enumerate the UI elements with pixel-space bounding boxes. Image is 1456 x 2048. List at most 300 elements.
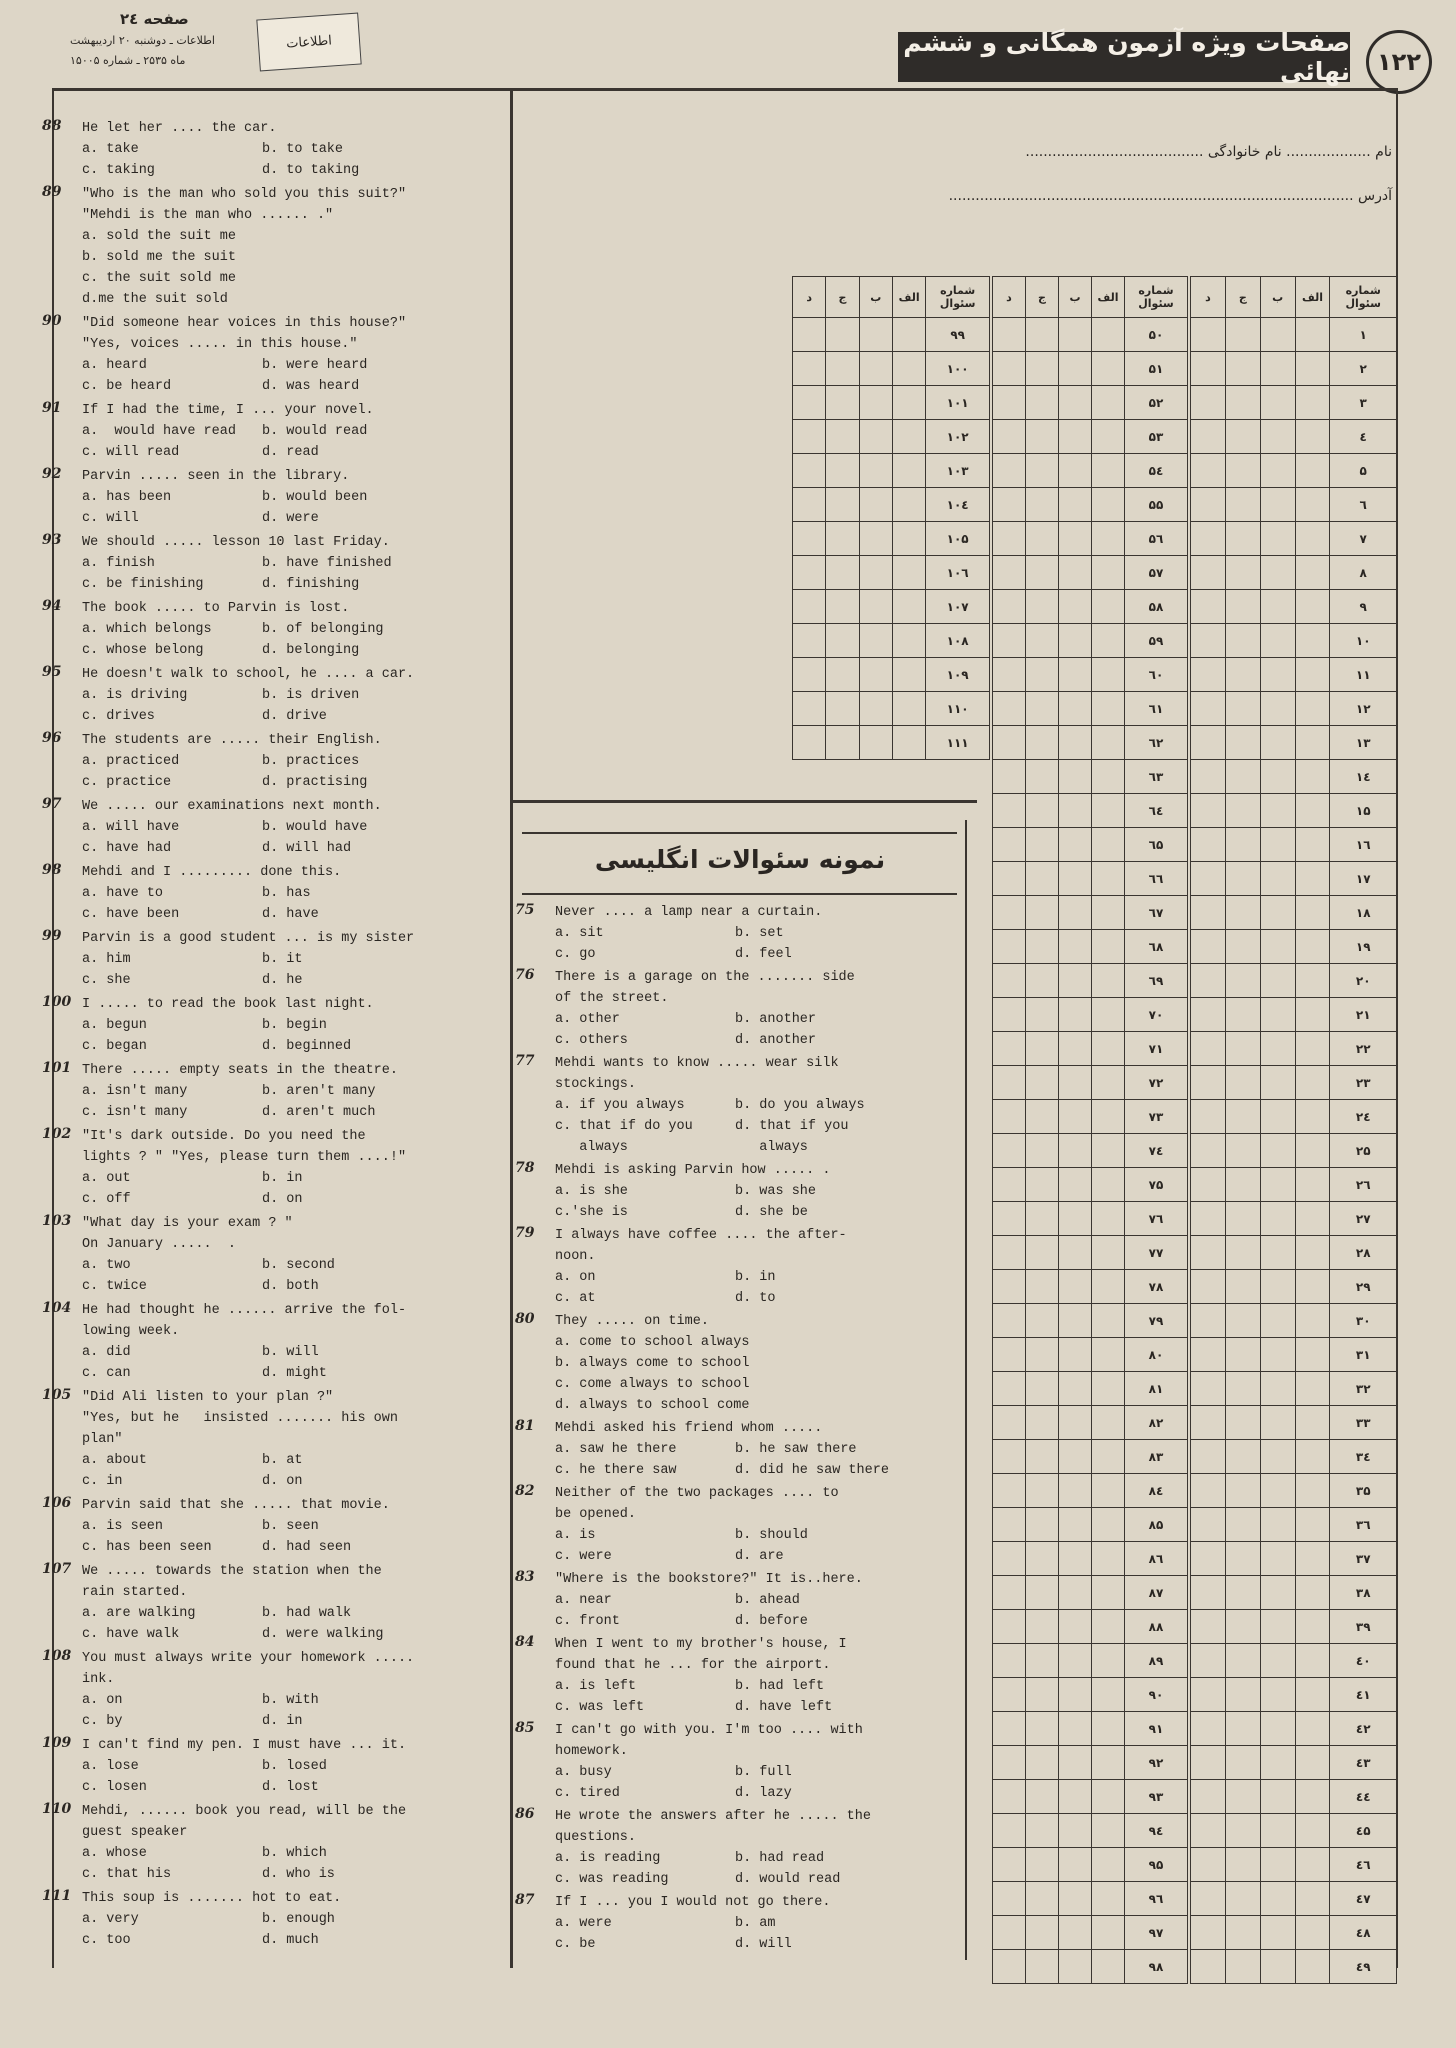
address-field[interactable] — [949, 188, 1392, 204]
answer-box-b[interactable] — [1059, 1168, 1092, 1202]
answer-box-d[interactable] — [993, 1474, 1026, 1508]
answer-box-b[interactable] — [1260, 1270, 1295, 1304]
answer-box-c[interactable] — [1225, 1746, 1260, 1780]
answer-box-c[interactable] — [826, 488, 859, 522]
answer-box-d[interactable] — [993, 726, 1026, 760]
answer-box-b[interactable] — [1059, 930, 1092, 964]
answer-box-d[interactable] — [1191, 1712, 1226, 1746]
answer-box-b[interactable] — [1059, 318, 1092, 352]
answer-box-d[interactable] — [993, 1576, 1026, 1610]
answer-box-c[interactable] — [1026, 1270, 1059, 1304]
answer-box-b[interactable] — [1059, 760, 1092, 794]
answer-box-b[interactable] — [1059, 1576, 1092, 1610]
answer-box-a[interactable] — [1295, 556, 1330, 590]
answer-box-b[interactable] — [1059, 1236, 1092, 1270]
answer-box-b[interactable] — [1059, 1100, 1092, 1134]
answer-box-b[interactable] — [859, 386, 892, 420]
answer-box-c[interactable] — [1026, 1848, 1059, 1882]
answer-box-d[interactable] — [1191, 1168, 1226, 1202]
answer-box-a[interactable] — [1295, 1746, 1330, 1780]
answer-box-a[interactable] — [1092, 454, 1125, 488]
answer-box-d[interactable] — [993, 1236, 1026, 1270]
answer-box-a[interactable] — [1295, 488, 1330, 522]
answer-box-b[interactable] — [1260, 964, 1295, 998]
answer-box-b[interactable] — [1059, 998, 1092, 1032]
answer-box-a[interactable] — [1092, 930, 1125, 964]
answer-box-b[interactable] — [1260, 1882, 1295, 1916]
answer-box-c[interactable] — [1225, 352, 1260, 386]
answer-box-d[interactable] — [1191, 964, 1226, 998]
answer-box-d[interactable] — [1191, 1848, 1226, 1882]
answer-box-a[interactable] — [1092, 1678, 1125, 1712]
answer-box-a[interactable] — [1295, 1814, 1330, 1848]
answer-box-a[interactable] — [1295, 1202, 1330, 1236]
answer-box-a[interactable] — [1295, 1950, 1330, 1984]
answer-box-d[interactable] — [1191, 488, 1226, 522]
answer-box-a[interactable] — [1092, 794, 1125, 828]
answer-box-b[interactable] — [1059, 794, 1092, 828]
answer-box-b[interactable] — [859, 420, 892, 454]
answer-box-b[interactable] — [1260, 624, 1295, 658]
answer-box-d[interactable] — [993, 896, 1026, 930]
answer-box-d[interactable] — [1191, 692, 1226, 726]
answer-box-a[interactable] — [1092, 624, 1125, 658]
answer-box-a[interactable] — [1295, 794, 1330, 828]
answer-box-c[interactable] — [1026, 828, 1059, 862]
answer-box-a[interactable] — [892, 726, 925, 760]
answer-box-c[interactable] — [1026, 624, 1059, 658]
answer-box-a[interactable] — [892, 692, 925, 726]
answer-box-b[interactable] — [859, 692, 892, 726]
answer-box-b[interactable] — [1260, 1168, 1295, 1202]
answer-box-d[interactable] — [793, 318, 826, 352]
answer-box-b[interactable] — [1059, 862, 1092, 896]
answer-box-d[interactable] — [1191, 1814, 1226, 1848]
answer-box-d[interactable] — [993, 1066, 1026, 1100]
answer-box-d[interactable] — [1191, 624, 1226, 658]
answer-box-a[interactable] — [1295, 1304, 1330, 1338]
answer-box-a[interactable] — [1092, 1950, 1125, 1984]
answer-box-a[interactable] — [1295, 1712, 1330, 1746]
answer-box-a[interactable] — [1295, 930, 1330, 964]
answer-box-d[interactable] — [1191, 1644, 1226, 1678]
answer-box-b[interactable] — [859, 624, 892, 658]
answer-box-b[interactable] — [1059, 1814, 1092, 1848]
answer-box-c[interactable] — [1225, 862, 1260, 896]
answer-box-b[interactable] — [1059, 1780, 1092, 1814]
answer-box-c[interactable] — [1225, 1168, 1260, 1202]
answer-box-c[interactable] — [1026, 420, 1059, 454]
answer-box-b[interactable] — [1260, 1134, 1295, 1168]
answer-box-b[interactable] — [1260, 1032, 1295, 1066]
answer-box-a[interactable] — [1092, 896, 1125, 930]
answer-box-d[interactable] — [793, 556, 826, 590]
answer-box-b[interactable] — [1260, 1508, 1295, 1542]
answer-box-c[interactable] — [1026, 998, 1059, 1032]
answer-box-c[interactable] — [1225, 998, 1260, 1032]
answer-box-d[interactable] — [1191, 386, 1226, 420]
answer-box-c[interactable] — [1026, 590, 1059, 624]
answer-box-a[interactable] — [1092, 760, 1125, 794]
answer-box-d[interactable] — [993, 1712, 1026, 1746]
answer-box-b[interactable] — [1059, 828, 1092, 862]
answer-box-a[interactable] — [1295, 828, 1330, 862]
answer-box-d[interactable] — [993, 1032, 1026, 1066]
answer-box-b[interactable] — [1260, 1848, 1295, 1882]
answer-box-a[interactable] — [1295, 1372, 1330, 1406]
answer-box-c[interactable] — [1026, 1678, 1059, 1712]
answer-box-b[interactable] — [859, 726, 892, 760]
answer-box-d[interactable] — [993, 624, 1026, 658]
answer-box-c[interactable] — [826, 420, 859, 454]
answer-box-c[interactable] — [1026, 1372, 1059, 1406]
name-field[interactable] — [1025, 144, 1392, 160]
answer-box-d[interactable] — [1191, 658, 1226, 692]
answer-box-a[interactable] — [1092, 1134, 1125, 1168]
answer-box-b[interactable] — [1260, 1304, 1295, 1338]
answer-box-c[interactable] — [1026, 1168, 1059, 1202]
answer-box-b[interactable] — [1260, 1950, 1295, 1984]
answer-box-d[interactable] — [993, 318, 1026, 352]
answer-box-c[interactable] — [1026, 1542, 1059, 1576]
answer-box-d[interactable] — [993, 1644, 1026, 1678]
answer-box-d[interactable] — [993, 1270, 1026, 1304]
answer-box-d[interactable] — [1191, 1372, 1226, 1406]
answer-box-b[interactable] — [1059, 1712, 1092, 1746]
answer-box-d[interactable] — [1191, 1542, 1226, 1576]
answer-box-a[interactable] — [1092, 1610, 1125, 1644]
answer-box-a[interactable] — [1092, 1100, 1125, 1134]
answer-box-a[interactable] — [1295, 1542, 1330, 1576]
answer-box-b[interactable] — [1260, 862, 1295, 896]
answer-box-b[interactable] — [1260, 896, 1295, 930]
answer-box-a[interactable] — [1092, 1644, 1125, 1678]
answer-box-a[interactable] — [1092, 352, 1125, 386]
answer-box-c[interactable] — [826, 318, 859, 352]
answer-box-c[interactable] — [1225, 1780, 1260, 1814]
answer-box-d[interactable] — [1191, 1916, 1226, 1950]
answer-box-c[interactable] — [1225, 1882, 1260, 1916]
answer-box-c[interactable] — [826, 624, 859, 658]
answer-box-b[interactable] — [1260, 1746, 1295, 1780]
answer-box-b[interactable] — [1059, 352, 1092, 386]
answer-box-b[interactable] — [1260, 590, 1295, 624]
answer-box-a[interactable] — [1092, 726, 1125, 760]
answer-box-a[interactable] — [892, 386, 925, 420]
answer-box-d[interactable] — [1191, 590, 1226, 624]
answer-box-b[interactable] — [1059, 1134, 1092, 1168]
answer-box-c[interactable] — [1225, 1134, 1260, 1168]
answer-box-b[interactable] — [1260, 1712, 1295, 1746]
answer-box-c[interactable] — [826, 522, 859, 556]
answer-box-b[interactable] — [1260, 386, 1295, 420]
answer-box-c[interactable] — [1026, 386, 1059, 420]
answer-box-d[interactable] — [993, 1814, 1026, 1848]
answer-box-b[interactable] — [1260, 1202, 1295, 1236]
answer-box-c[interactable] — [1026, 1746, 1059, 1780]
answer-box-a[interactable] — [892, 352, 925, 386]
answer-box-c[interactable] — [1225, 1610, 1260, 1644]
answer-box-d[interactable] — [1191, 1746, 1226, 1780]
answer-box-c[interactable] — [1225, 1066, 1260, 1100]
answer-box-a[interactable] — [1295, 1916, 1330, 1950]
answer-box-b[interactable] — [1260, 1610, 1295, 1644]
answer-box-b[interactable] — [1059, 1610, 1092, 1644]
answer-box-d[interactable] — [1191, 1678, 1226, 1712]
answer-box-c[interactable] — [1225, 1678, 1260, 1712]
answer-box-b[interactable] — [859, 658, 892, 692]
answer-box-d[interactable] — [993, 1508, 1026, 1542]
answer-box-a[interactable] — [1295, 318, 1330, 352]
answer-box-a[interactable] — [1092, 1270, 1125, 1304]
answer-box-b[interactable] — [1059, 1066, 1092, 1100]
answer-box-a[interactable] — [1092, 1848, 1125, 1882]
answer-box-a[interactable] — [1295, 692, 1330, 726]
answer-box-a[interactable] — [1295, 998, 1330, 1032]
answer-box-d[interactable] — [793, 386, 826, 420]
answer-box-b[interactable] — [1059, 1950, 1092, 1984]
answer-box-c[interactable] — [1225, 1270, 1260, 1304]
answer-box-a[interactable] — [1295, 1236, 1330, 1270]
answer-box-a[interactable] — [1295, 1270, 1330, 1304]
answer-box-c[interactable] — [826, 658, 859, 692]
answer-box-b[interactable] — [1260, 1814, 1295, 1848]
answer-box-b[interactable] — [1260, 1678, 1295, 1712]
answer-box-b[interactable] — [1059, 1644, 1092, 1678]
answer-box-c[interactable] — [1225, 760, 1260, 794]
answer-box-c[interactable] — [826, 386, 859, 420]
answer-box-c[interactable] — [1225, 828, 1260, 862]
answer-box-d[interactable] — [993, 1882, 1026, 1916]
answer-box-a[interactable] — [892, 454, 925, 488]
answer-box-c[interactable] — [1026, 556, 1059, 590]
answer-box-d[interactable] — [1191, 454, 1226, 488]
answer-box-d[interactable] — [993, 1202, 1026, 1236]
answer-box-c[interactable] — [1225, 1576, 1260, 1610]
answer-box-b[interactable] — [1059, 726, 1092, 760]
answer-box-b[interactable] — [1059, 1270, 1092, 1304]
answer-box-d[interactable] — [993, 1100, 1026, 1134]
answer-box-b[interactable] — [1059, 1304, 1092, 1338]
answer-box-d[interactable] — [993, 1610, 1026, 1644]
answer-box-a[interactable] — [1092, 1780, 1125, 1814]
answer-box-b[interactable] — [859, 352, 892, 386]
answer-box-a[interactable] — [892, 556, 925, 590]
answer-box-a[interactable] — [1295, 386, 1330, 420]
answer-box-c[interactable] — [1026, 1610, 1059, 1644]
answer-box-c[interactable] — [1026, 488, 1059, 522]
answer-box-c[interactable] — [1225, 1100, 1260, 1134]
answer-box-c[interactable] — [1225, 1474, 1260, 1508]
answer-box-c[interactable] — [1026, 1508, 1059, 1542]
answer-box-d[interactable] — [993, 454, 1026, 488]
answer-box-d[interactable] — [1191, 1440, 1226, 1474]
answer-box-b[interactable] — [1059, 454, 1092, 488]
answer-box-c[interactable] — [1225, 658, 1260, 692]
answer-box-b[interactable] — [1059, 386, 1092, 420]
answer-box-b[interactable] — [859, 556, 892, 590]
answer-box-b[interactable] — [1260, 998, 1295, 1032]
answer-box-c[interactable] — [1026, 1712, 1059, 1746]
answer-box-c[interactable] — [1225, 488, 1260, 522]
answer-box-d[interactable] — [993, 794, 1026, 828]
answer-box-a[interactable] — [1092, 1406, 1125, 1440]
answer-box-c[interactable] — [1225, 930, 1260, 964]
answer-box-d[interactable] — [1191, 1406, 1226, 1440]
answer-box-d[interactable] — [1191, 1100, 1226, 1134]
answer-box-a[interactable] — [1092, 318, 1125, 352]
answer-box-d[interactable] — [1191, 1474, 1226, 1508]
answer-box-a[interactable] — [1092, 1066, 1125, 1100]
answer-box-b[interactable] — [1059, 1338, 1092, 1372]
answer-box-b[interactable] — [1260, 454, 1295, 488]
answer-box-d[interactable] — [993, 1134, 1026, 1168]
answer-box-c[interactable] — [1026, 1134, 1059, 1168]
answer-box-a[interactable] — [1092, 1542, 1125, 1576]
answer-box-a[interactable] — [1092, 1814, 1125, 1848]
answer-box-c[interactable] — [1225, 1916, 1260, 1950]
answer-box-c[interactable] — [1225, 1304, 1260, 1338]
answer-box-a[interactable] — [1295, 658, 1330, 692]
answer-box-d[interactable] — [793, 352, 826, 386]
answer-box-c[interactable] — [1026, 862, 1059, 896]
answer-box-c[interactable] — [1026, 1916, 1059, 1950]
answer-box-b[interactable] — [859, 318, 892, 352]
answer-box-d[interactable] — [1191, 1508, 1226, 1542]
answer-box-a[interactable] — [1295, 1168, 1330, 1202]
answer-box-d[interactable] — [1191, 760, 1226, 794]
answer-box-c[interactable] — [1225, 1542, 1260, 1576]
answer-box-d[interactable] — [993, 1168, 1026, 1202]
answer-box-c[interactable] — [1026, 318, 1059, 352]
answer-box-c[interactable] — [1026, 726, 1059, 760]
answer-box-d[interactable] — [993, 1780, 1026, 1814]
answer-box-c[interactable] — [1026, 692, 1059, 726]
answer-box-b[interactable] — [1260, 1236, 1295, 1270]
answer-box-c[interactable] — [1026, 522, 1059, 556]
answer-box-a[interactable] — [1295, 522, 1330, 556]
answer-box-c[interactable] — [1225, 1440, 1260, 1474]
answer-box-c[interactable] — [1026, 1950, 1059, 1984]
answer-box-a[interactable] — [1295, 1066, 1330, 1100]
answer-box-d[interactable] — [993, 590, 1026, 624]
answer-box-d[interactable] — [1191, 1780, 1226, 1814]
answer-box-d[interactable] — [993, 1338, 1026, 1372]
answer-box-d[interactable] — [993, 420, 1026, 454]
answer-box-a[interactable] — [1092, 1236, 1125, 1270]
answer-box-b[interactable] — [1260, 556, 1295, 590]
answer-box-c[interactable] — [1026, 454, 1059, 488]
answer-box-c[interactable] — [1026, 1814, 1059, 1848]
answer-box-b[interactable] — [1059, 658, 1092, 692]
answer-box-b[interactable] — [859, 590, 892, 624]
answer-box-a[interactable] — [1295, 1100, 1330, 1134]
answer-box-a[interactable] — [1295, 1032, 1330, 1066]
answer-box-d[interactable] — [793, 522, 826, 556]
answer-box-c[interactable] — [1026, 794, 1059, 828]
answer-box-d[interactable] — [993, 760, 1026, 794]
answer-box-d[interactable] — [1191, 522, 1226, 556]
answer-box-a[interactable] — [1092, 1202, 1125, 1236]
answer-box-a[interactable] — [892, 624, 925, 658]
answer-box-a[interactable] — [1092, 1882, 1125, 1916]
answer-box-b[interactable] — [1059, 1202, 1092, 1236]
answer-box-a[interactable] — [1092, 964, 1125, 998]
answer-box-d[interactable] — [1191, 556, 1226, 590]
answer-box-c[interactable] — [1225, 454, 1260, 488]
answer-box-a[interactable] — [1295, 1508, 1330, 1542]
answer-box-c[interactable] — [1225, 1338, 1260, 1372]
answer-box-b[interactable] — [1059, 1542, 1092, 1576]
answer-box-c[interactable] — [1225, 624, 1260, 658]
answer-box-c[interactable] — [1225, 1950, 1260, 1984]
answer-box-c[interactable] — [1026, 964, 1059, 998]
answer-box-d[interactable] — [993, 522, 1026, 556]
answer-box-b[interactable] — [859, 454, 892, 488]
answer-box-d[interactable] — [1191, 1236, 1226, 1270]
answer-box-a[interactable] — [1092, 488, 1125, 522]
answer-box-a[interactable] — [892, 522, 925, 556]
answer-box-a[interactable] — [1092, 998, 1125, 1032]
answer-box-c[interactable] — [1225, 692, 1260, 726]
answer-box-d[interactable] — [1191, 930, 1226, 964]
answer-box-b[interactable] — [1059, 590, 1092, 624]
answer-box-b[interactable] — [1059, 1372, 1092, 1406]
answer-box-c[interactable] — [1026, 896, 1059, 930]
answer-box-d[interactable] — [793, 658, 826, 692]
answer-box-c[interactable] — [1225, 1406, 1260, 1440]
answer-box-c[interactable] — [1026, 1202, 1059, 1236]
answer-box-d[interactable] — [993, 488, 1026, 522]
answer-box-d[interactable] — [1191, 1610, 1226, 1644]
answer-box-b[interactable] — [1260, 1066, 1295, 1100]
answer-box-b[interactable] — [1260, 1916, 1295, 1950]
answer-box-d[interactable] — [993, 1440, 1026, 1474]
answer-box-a[interactable] — [1295, 1610, 1330, 1644]
answer-box-d[interactable] — [993, 930, 1026, 964]
answer-box-a[interactable] — [1092, 1712, 1125, 1746]
answer-box-c[interactable] — [1225, 556, 1260, 590]
answer-box-c[interactable] — [1225, 318, 1260, 352]
answer-box-d[interactable] — [1191, 828, 1226, 862]
answer-box-c[interactable] — [1026, 1406, 1059, 1440]
answer-box-b[interactable] — [1059, 1508, 1092, 1542]
answer-box-d[interactable] — [1191, 1950, 1226, 1984]
answer-box-a[interactable] — [892, 488, 925, 522]
answer-box-c[interactable] — [1026, 1644, 1059, 1678]
answer-box-c[interactable] — [826, 692, 859, 726]
answer-box-c[interactable] — [1026, 1032, 1059, 1066]
answer-box-c[interactable] — [826, 556, 859, 590]
answer-box-a[interactable] — [1295, 760, 1330, 794]
answer-box-a[interactable] — [1295, 726, 1330, 760]
answer-box-a[interactable] — [1092, 1916, 1125, 1950]
answer-box-c[interactable] — [1026, 1338, 1059, 1372]
answer-box-b[interactable] — [1260, 1338, 1295, 1372]
answer-box-d[interactable] — [1191, 1134, 1226, 1168]
answer-box-b[interactable] — [1260, 1474, 1295, 1508]
answer-box-d[interactable] — [793, 692, 826, 726]
answer-box-b[interactable] — [1260, 522, 1295, 556]
answer-box-a[interactable] — [1295, 1576, 1330, 1610]
answer-box-b[interactable] — [1260, 692, 1295, 726]
answer-box-b[interactable] — [1260, 658, 1295, 692]
answer-box-d[interactable] — [993, 1372, 1026, 1406]
answer-box-a[interactable] — [892, 590, 925, 624]
answer-box-b[interactable] — [859, 488, 892, 522]
answer-box-a[interactable] — [1092, 1304, 1125, 1338]
answer-box-a[interactable] — [1295, 896, 1330, 930]
